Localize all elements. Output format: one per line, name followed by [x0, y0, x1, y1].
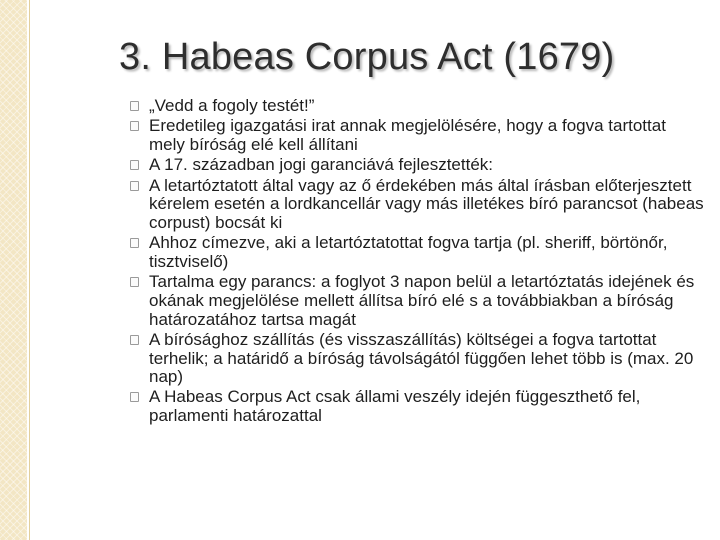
decorative-side-strip	[0, 0, 27, 540]
bullet-marker-icon	[130, 160, 139, 170]
bullet-item	[130, 117, 705, 154]
bullet-marker-icon	[130, 121, 139, 131]
bullet-text: Ahhoz címezve, aki a letartóztatottat fogva tartja (pl. sheriff, börtönőr, tisztviselő)	[149, 233, 668, 271]
bullet-marker-icon	[130, 238, 139, 248]
bullet-text: A Habeas Corpus Act csak állami veszély idején függeszthető fel, parlamenti határozattal	[149, 387, 641, 426]
bullet-marker-icon	[130, 277, 139, 287]
bullet-item	[130, 97, 705, 116]
bullet-marker-icon	[130, 392, 139, 402]
bullet-item	[130, 234, 705, 271]
bullet-marker-icon	[130, 335, 139, 345]
bullet-marker-icon	[130, 181, 139, 191]
bullet-item	[130, 156, 705, 175]
bullet-text: Tartalma egy parancs: a foglyot 3 napon belül a letartóztatás idejének és okának megjelölése mellett állítsa bíró elé s a továbbiakban a bíróság határozatához tartsa magát	[149, 272, 695, 329]
bullet-text: A bírósághoz szállítás (és visszaszállítás) költségei a fogva tartottat terhelik; a határidő a bíróság távolságától függően lehet több is (max. 20 nap)	[149, 329, 694, 387]
decorative-side-line	[29, 0, 30, 540]
bullet-item	[130, 273, 705, 329]
bullet-text: „Vedd a fogoly testét!”	[149, 96, 315, 115]
bullet-text: A 17. században jogi garanciává fejlesztették:	[149, 155, 493, 175]
bullet-text: Eredetileg igazgatási irat annak megjelölésére, hogy a fogva tartottat mely bíróság elé kell állítani	[149, 116, 666, 154]
slide-title: 3. Habeas Corpus Act (1679)	[119, 36, 615, 78]
bullet-item	[130, 177, 705, 233]
bullet-marker-icon	[130, 101, 139, 111]
bullet-list	[130, 97, 705, 427]
bullet-text: A letartóztatott által vagy az ő érdekében más által írásban előterjesztett kérelem esetén a lordkancellár vagy más illetékes bíró parancsot (habeas corpust) bocsát ki	[149, 175, 704, 232]
bullet-item	[130, 388, 705, 425]
bullet-item	[130, 331, 705, 387]
